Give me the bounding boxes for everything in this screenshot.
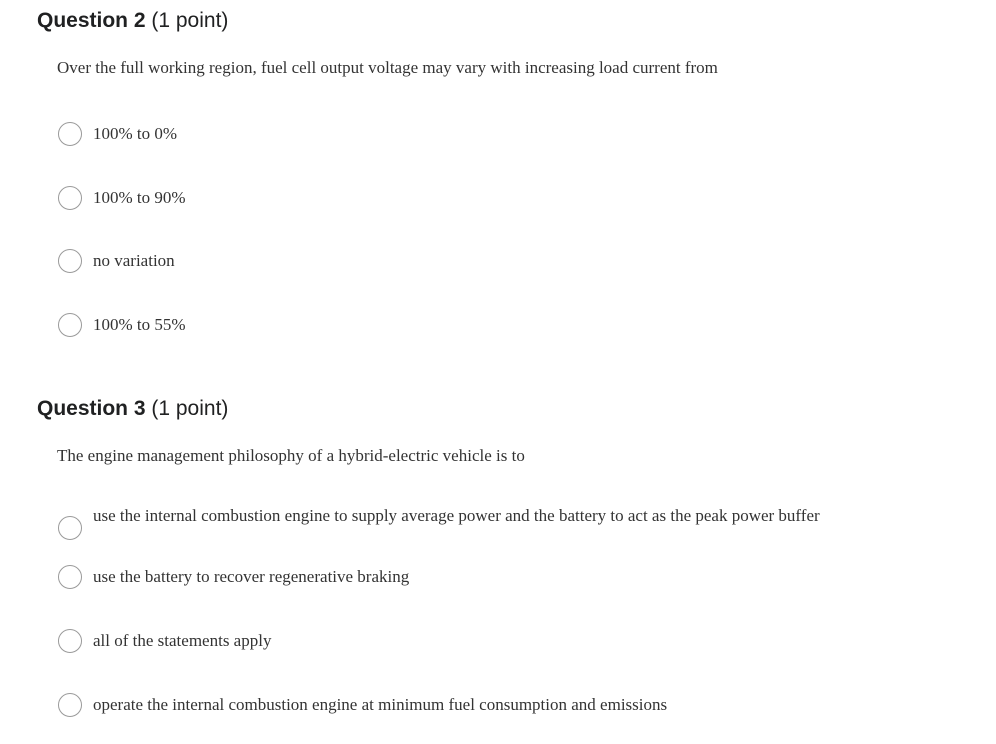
question-points: (1 point) xyxy=(151,397,229,420)
answer-option-all-apply[interactable] xyxy=(58,627,938,657)
radio-button[interactable] xyxy=(58,693,82,717)
option-label: no variation xyxy=(93,251,175,270)
option-label: use the internal combustion engine to supply average power and the battery to act as the peak power buffer xyxy=(93,506,820,525)
option-label: 100% to 0% xyxy=(93,124,178,143)
question-number: Question 2 xyxy=(37,9,146,32)
radio-button[interactable] xyxy=(58,565,82,589)
answer-option-100-to-55[interactable] xyxy=(58,311,938,341)
question-text: The engine management philosophy of a hybrid-electric vehicle is to xyxy=(57,446,525,465)
question-text: Over the full working region, fuel cell output voltage may vary with increasing load current from xyxy=(57,58,718,77)
answer-option-ice-average-power[interactable] xyxy=(58,504,938,548)
answer-option-battery-regen[interactable] xyxy=(58,563,938,593)
radio-button[interactable] xyxy=(58,516,82,540)
option-label: all of the statements apply xyxy=(93,631,272,650)
option-label: 100% to 90% xyxy=(93,188,186,207)
radio-button[interactable] xyxy=(58,249,82,273)
question-points: (1 point) xyxy=(151,9,229,32)
radio-button[interactable] xyxy=(58,629,82,653)
answer-option-100-to-0[interactable] xyxy=(58,120,938,150)
option-label: use the battery to recover regenerative braking xyxy=(93,567,410,586)
radio-button[interactable] xyxy=(58,186,82,210)
answer-option-100-to-90[interactable] xyxy=(58,184,938,214)
question-number: Question 3 xyxy=(37,397,146,420)
answer-option-min-fuel-emissions[interactable] xyxy=(58,691,938,721)
radio-button[interactable] xyxy=(58,122,82,146)
option-label: 100% to 55% xyxy=(93,315,186,334)
option-label: operate the internal combustion engine at minimum fuel consumption and emissions xyxy=(93,695,668,714)
answer-option-no-variation[interactable] xyxy=(58,247,938,277)
question-title xyxy=(37,9,228,33)
question-title xyxy=(37,397,228,421)
radio-button[interactable] xyxy=(58,313,82,337)
